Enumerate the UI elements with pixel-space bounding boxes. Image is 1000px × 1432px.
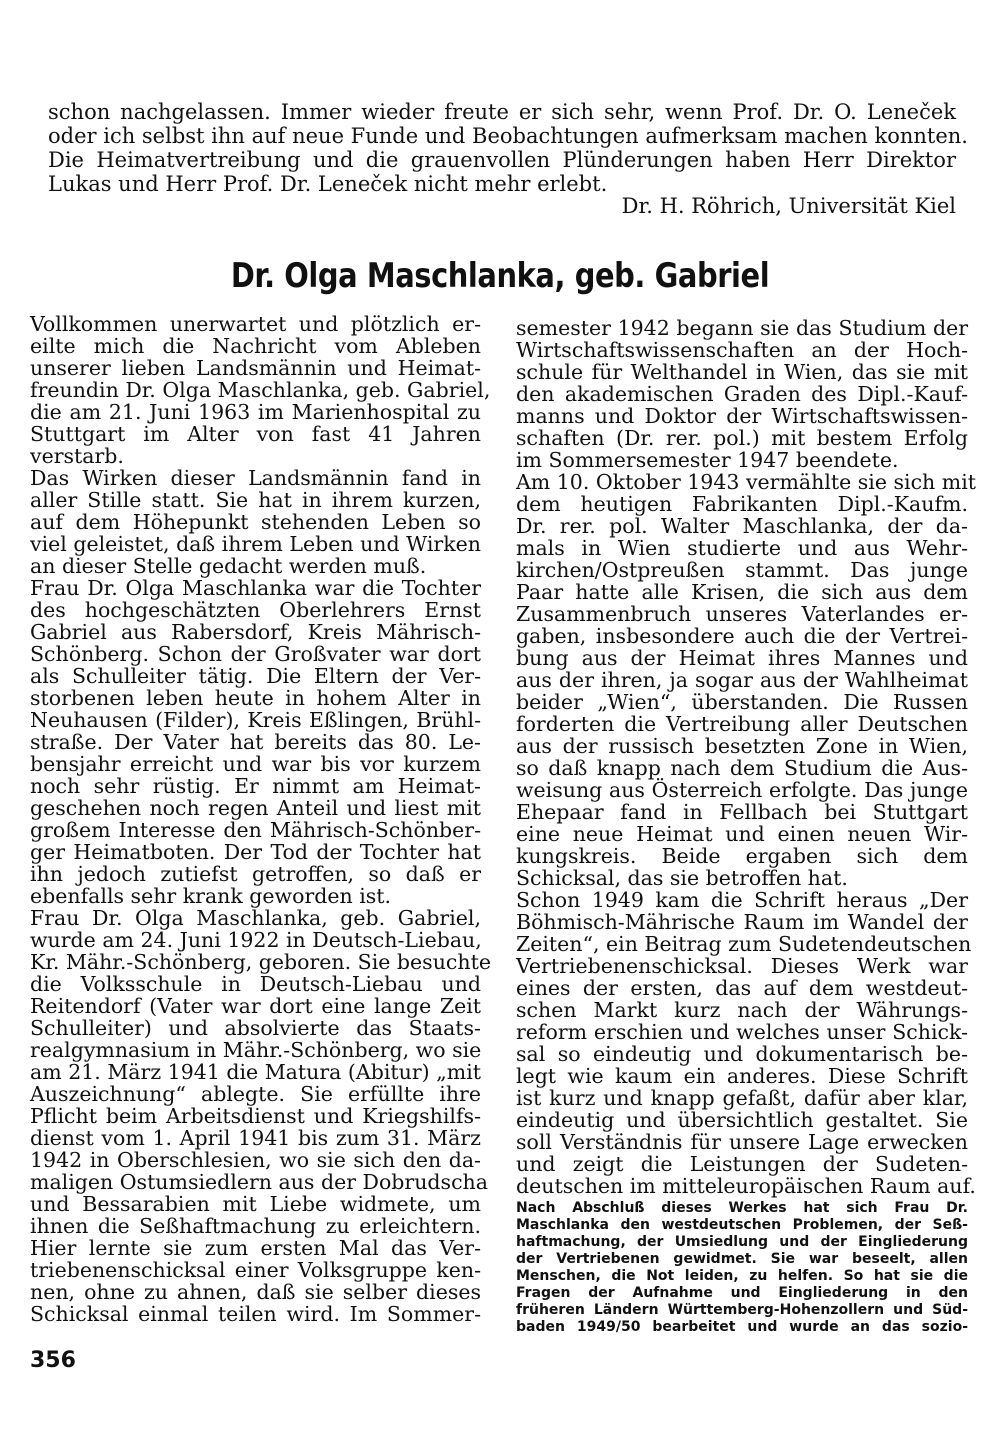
text-line: aller Stille statt. Sie hat in ihrem kurzen,: [30, 488, 481, 512]
text-line: die am 21. Juni 1963 im Marienhospital zu: [30, 400, 481, 424]
text-line: weisung aus Österreich erfolgte. Das junge: [516, 778, 968, 802]
text-line: eine neue Heimat und einen neuen Wir-: [516, 822, 968, 846]
text-line: haftmachung, der Umsiedlung und der Eingliederung: [516, 1234, 968, 1250]
page-number: 356: [30, 1348, 76, 1373]
text-line: und zeigt die Leistungen der Sudeten-: [516, 1152, 968, 1176]
text-line: wurde am 24. Juni 1922 in Deutsch-Liebau,: [30, 928, 482, 952]
text-line: und Bessarabien mit Liebe widmete, um: [30, 1192, 481, 1216]
text-line: am 21. März 1941 die Matura (Abitur) „mit: [30, 1060, 481, 1084]
text-line: manns und Doktor der Wirtschaftswissen-: [516, 404, 968, 428]
text-line: Am 10. Oktober 1943 vermählte sie sich mit: [516, 470, 976, 494]
text-line: freundin Dr. Olga Maschlanka, geb. Gabriel,: [30, 378, 491, 402]
text-line: Zeiten“, ein Beitrag zum Sudetendeutschen: [516, 932, 972, 956]
text-line: ebenfalls sehr krank geworden ist.: [30, 884, 392, 908]
text-line: Schicksal einmal teilen wird. Im Sommer-: [30, 1302, 481, 1326]
text-line: straße. Der Vater hat bereits das 80. Le-: [30, 730, 481, 754]
text-line: im Sommersemester 1947 beendete.: [516, 448, 899, 472]
text-line: geschehen noch regen Anteil und liest mit: [30, 796, 481, 820]
text-line: Vertriebenenschicksal. Dieses Werk war: [516, 954, 968, 978]
text-line: reform erschien und welches unser Schick-: [516, 1020, 968, 1044]
text-line: Neuhausen (Filder), Kreis Eßlingen, Brühl-: [30, 708, 481, 732]
text-line: Schönberg. Schon der Großvater war dort: [30, 642, 481, 666]
text-line: so daß knapp nach dem Studium die Aus-: [516, 756, 968, 780]
text-line: dem heutigen Fabrikanten Dipl.-Kaufm.: [516, 492, 968, 516]
text-line: Das Wirken dieser Landsmännin fand in: [30, 466, 481, 490]
text-line: eilte mich die Nachricht vom Ableben: [30, 334, 481, 358]
text-line: deutschen im mitteleuropäischen Raum auf.: [516, 1174, 976, 1198]
text-line: ihn jedoch zutiefst getroffen, so daß er: [30, 862, 481, 886]
text-line: Nach Abschluß dieses Werkes hat sich Frau Dr.: [516, 1200, 968, 1216]
text-line: storbenen leben heute in hohem Alter in: [30, 686, 481, 710]
text-line: kungskreis. Beide ergaben sich dem: [516, 844, 968, 868]
text-line: schaften (Dr. rer. pol.) mit bestem Erfolg: [516, 426, 968, 450]
text-line: aus der ihren, ja sogar aus der Wahlheimat: [516, 668, 968, 692]
text-line: schen Markt kurz nach der Währungs-: [516, 998, 968, 1022]
text-line: früheren Ländern Württemberg-Hohenzollern und Süd-: [516, 1302, 968, 1318]
signature: Dr. H. Röhrich, Universität Kiel: [621, 194, 956, 218]
text-line: Reitendorf (Vater war dort eine lange Zeit: [30, 994, 481, 1018]
text-line: triebenenschicksal einer Volksgruppe ken-: [30, 1258, 481, 1282]
text-line: eines der ersten, das auf dem westdeut-: [516, 976, 968, 1000]
text-line: eindeutig und übersichtlich gestaltet. Sie: [516, 1108, 968, 1132]
text-line: Stuttgart im Alter von fast 41 Jahren: [30, 422, 481, 446]
text-line: Lukas und Herr Prof. Dr. Leneček nicht mehr erlebt.: [48, 172, 608, 196]
text-line: nen, ohne zu ahnen, daß sie selber dieses: [30, 1280, 481, 1304]
text-line: bensjahr erreicht und war bis vor kurzem: [30, 752, 481, 776]
text-line: Frau Dr. Olga Maschlanka war die Tochter: [30, 576, 481, 600]
text-line: des hochgeschätzten Oberlehrers Ernst: [30, 598, 481, 622]
text-line: Dr. rer. pol. Walter Maschlanka, der da-: [516, 514, 968, 538]
text-line: Schulleiter) und absolvierte das Staats-: [30, 1016, 481, 1040]
text-line: Böhmisch-Mährische Raum im Wandel der: [516, 910, 968, 934]
text-line: Ehepaar fand in Fellbach bei Stuttgart: [516, 800, 968, 824]
text-line: schon nachgelassen. Immer wieder freute er sich sehr, wenn Prof. Dr. O. Leneček: [48, 100, 956, 124]
text-line: gaben, insbesondere auch die der Vertrei-: [516, 624, 968, 648]
text-line: Fragen der Aufnahme und Eingliederung in den: [516, 1285, 968, 1301]
text-line: Wirtschaftswissenschaften an der Hoch-: [516, 338, 968, 362]
text-line: Zusammenbruch unseres Vaterlandes er-: [516, 602, 968, 626]
article-title: Dr. Olga Maschlanka, geb. Gabriel: [230, 256, 770, 296]
text-line: ger Heimatboten. Der Tod der Tochter hat: [30, 840, 481, 864]
text-line: legt wie kaum ein anderes. Diese Schrift: [516, 1064, 968, 1088]
text-line: Schicksal, das sie betroffen hat.: [516, 866, 848, 890]
text-line: baden 1949/50 bearbeitet und wurde an das sozio-: [516, 1319, 968, 1335]
text-line: Frau Dr. Olga Maschlanka, geb. Gabriel,: [30, 906, 481, 930]
text-line: Kr. Mähr.-Schönberg, geboren. Sie besuchte: [30, 950, 491, 974]
text-line: unserer lieben Landsmännin und Heimat-: [30, 356, 481, 380]
text-line: den akademischen Graden des Dipl.-Kauf-: [516, 382, 968, 406]
text-line: ihnen die Seßhaftmachung zu erleichtern.: [30, 1214, 481, 1238]
text-line: Auszeichnung“ ablegte. Sie erfüllte ihre: [30, 1082, 481, 1106]
text-line: mals in Wien studierte und aus Wehr-: [516, 536, 968, 560]
text-line: die Volksschule in Deutsch-Liebau und: [30, 972, 481, 996]
text-line: schule für Welthandel in Wien, das sie mit: [516, 360, 968, 384]
text-line: Maschlanka den westdeutschen Problemen, der Seß-: [516, 1217, 968, 1233]
text-line: forderten die Vertreibung aller Deutschen: [516, 712, 968, 736]
text-line: bung aus der Heimat ihres Mannes und: [516, 646, 968, 670]
text-line: 1942 in Oberschlesien, wo sie sich den da-: [30, 1148, 481, 1172]
text-line: dienst vom 1. April 1941 bis zum 31. März: [30, 1126, 481, 1150]
text-line: als Schulleiter tätig. Die Eltern der Ver-: [30, 664, 481, 688]
text-line: großem Interesse den Mährisch-Schönber-: [30, 818, 481, 842]
text-line: auf dem Höhepunkt stehenden Leben so: [30, 510, 481, 534]
text-line: semester 1942 begann sie das Studium der: [516, 316, 968, 340]
text-line: Vollkommen unerwartet und plötzlich er-: [30, 312, 481, 336]
text-line: Die Heimatvertreibung und die grauenvollen Plünderungen haben Herr Direktor: [48, 148, 956, 172]
text-line: realgymnasium in Mähr.-Schönberg, wo sie: [30, 1038, 482, 1062]
text-line: viel geleistet, daß ihrem Leben und Wirken: [30, 532, 481, 556]
text-line: noch sehr rüstig. Er nimmt am Heimat-: [30, 774, 481, 798]
text-line: Gabriel aus Rabersdorf, Kreis Mährisch-: [30, 620, 481, 644]
text-line: aus der russisch besetzten Zone in Wien,: [516, 734, 968, 758]
text-line: kirchen/Ostpreußen stammt. Das junge: [516, 558, 968, 582]
text-line: Paar hatte alle Krisen, die sich aus dem: [516, 580, 968, 604]
text-line: sal so eindeutig und dokumentarisch be-: [516, 1042, 968, 1066]
text-line: Schon 1949 kam die Schrift heraus „Der: [516, 888, 968, 912]
text-line: verstarb.: [30, 444, 124, 468]
text-line: Menschen, die Not leiden, zu helfen. So hat sie die: [516, 1268, 968, 1284]
text-line: ist kurz und knapp gefaßt, dafür aber klar,: [516, 1086, 968, 1110]
text-line: soll Verständnis für unsere Lage erwecken: [516, 1130, 968, 1154]
text-line: beider „Wien“, überstanden. Die Russen: [516, 690, 968, 714]
text-line: an dieser Stelle gedacht werden muß.: [30, 554, 427, 578]
text-line: Pflicht beim Arbeitsdienst und Kriegshilfs-: [30, 1104, 481, 1128]
text-line: maligen Ostumsiedlern aus der Dobrudscha: [30, 1170, 488, 1194]
text-line: der Vertriebenen gewidmet. Sie war beseelt, allen: [516, 1251, 968, 1267]
text-line: Hier lernte sie zum ersten Mal das Ver-: [30, 1236, 481, 1260]
text-line: oder ich selbst ihn auf neue Funde und Beobachtungen aufmerksam machen konnten.: [48, 124, 968, 148]
